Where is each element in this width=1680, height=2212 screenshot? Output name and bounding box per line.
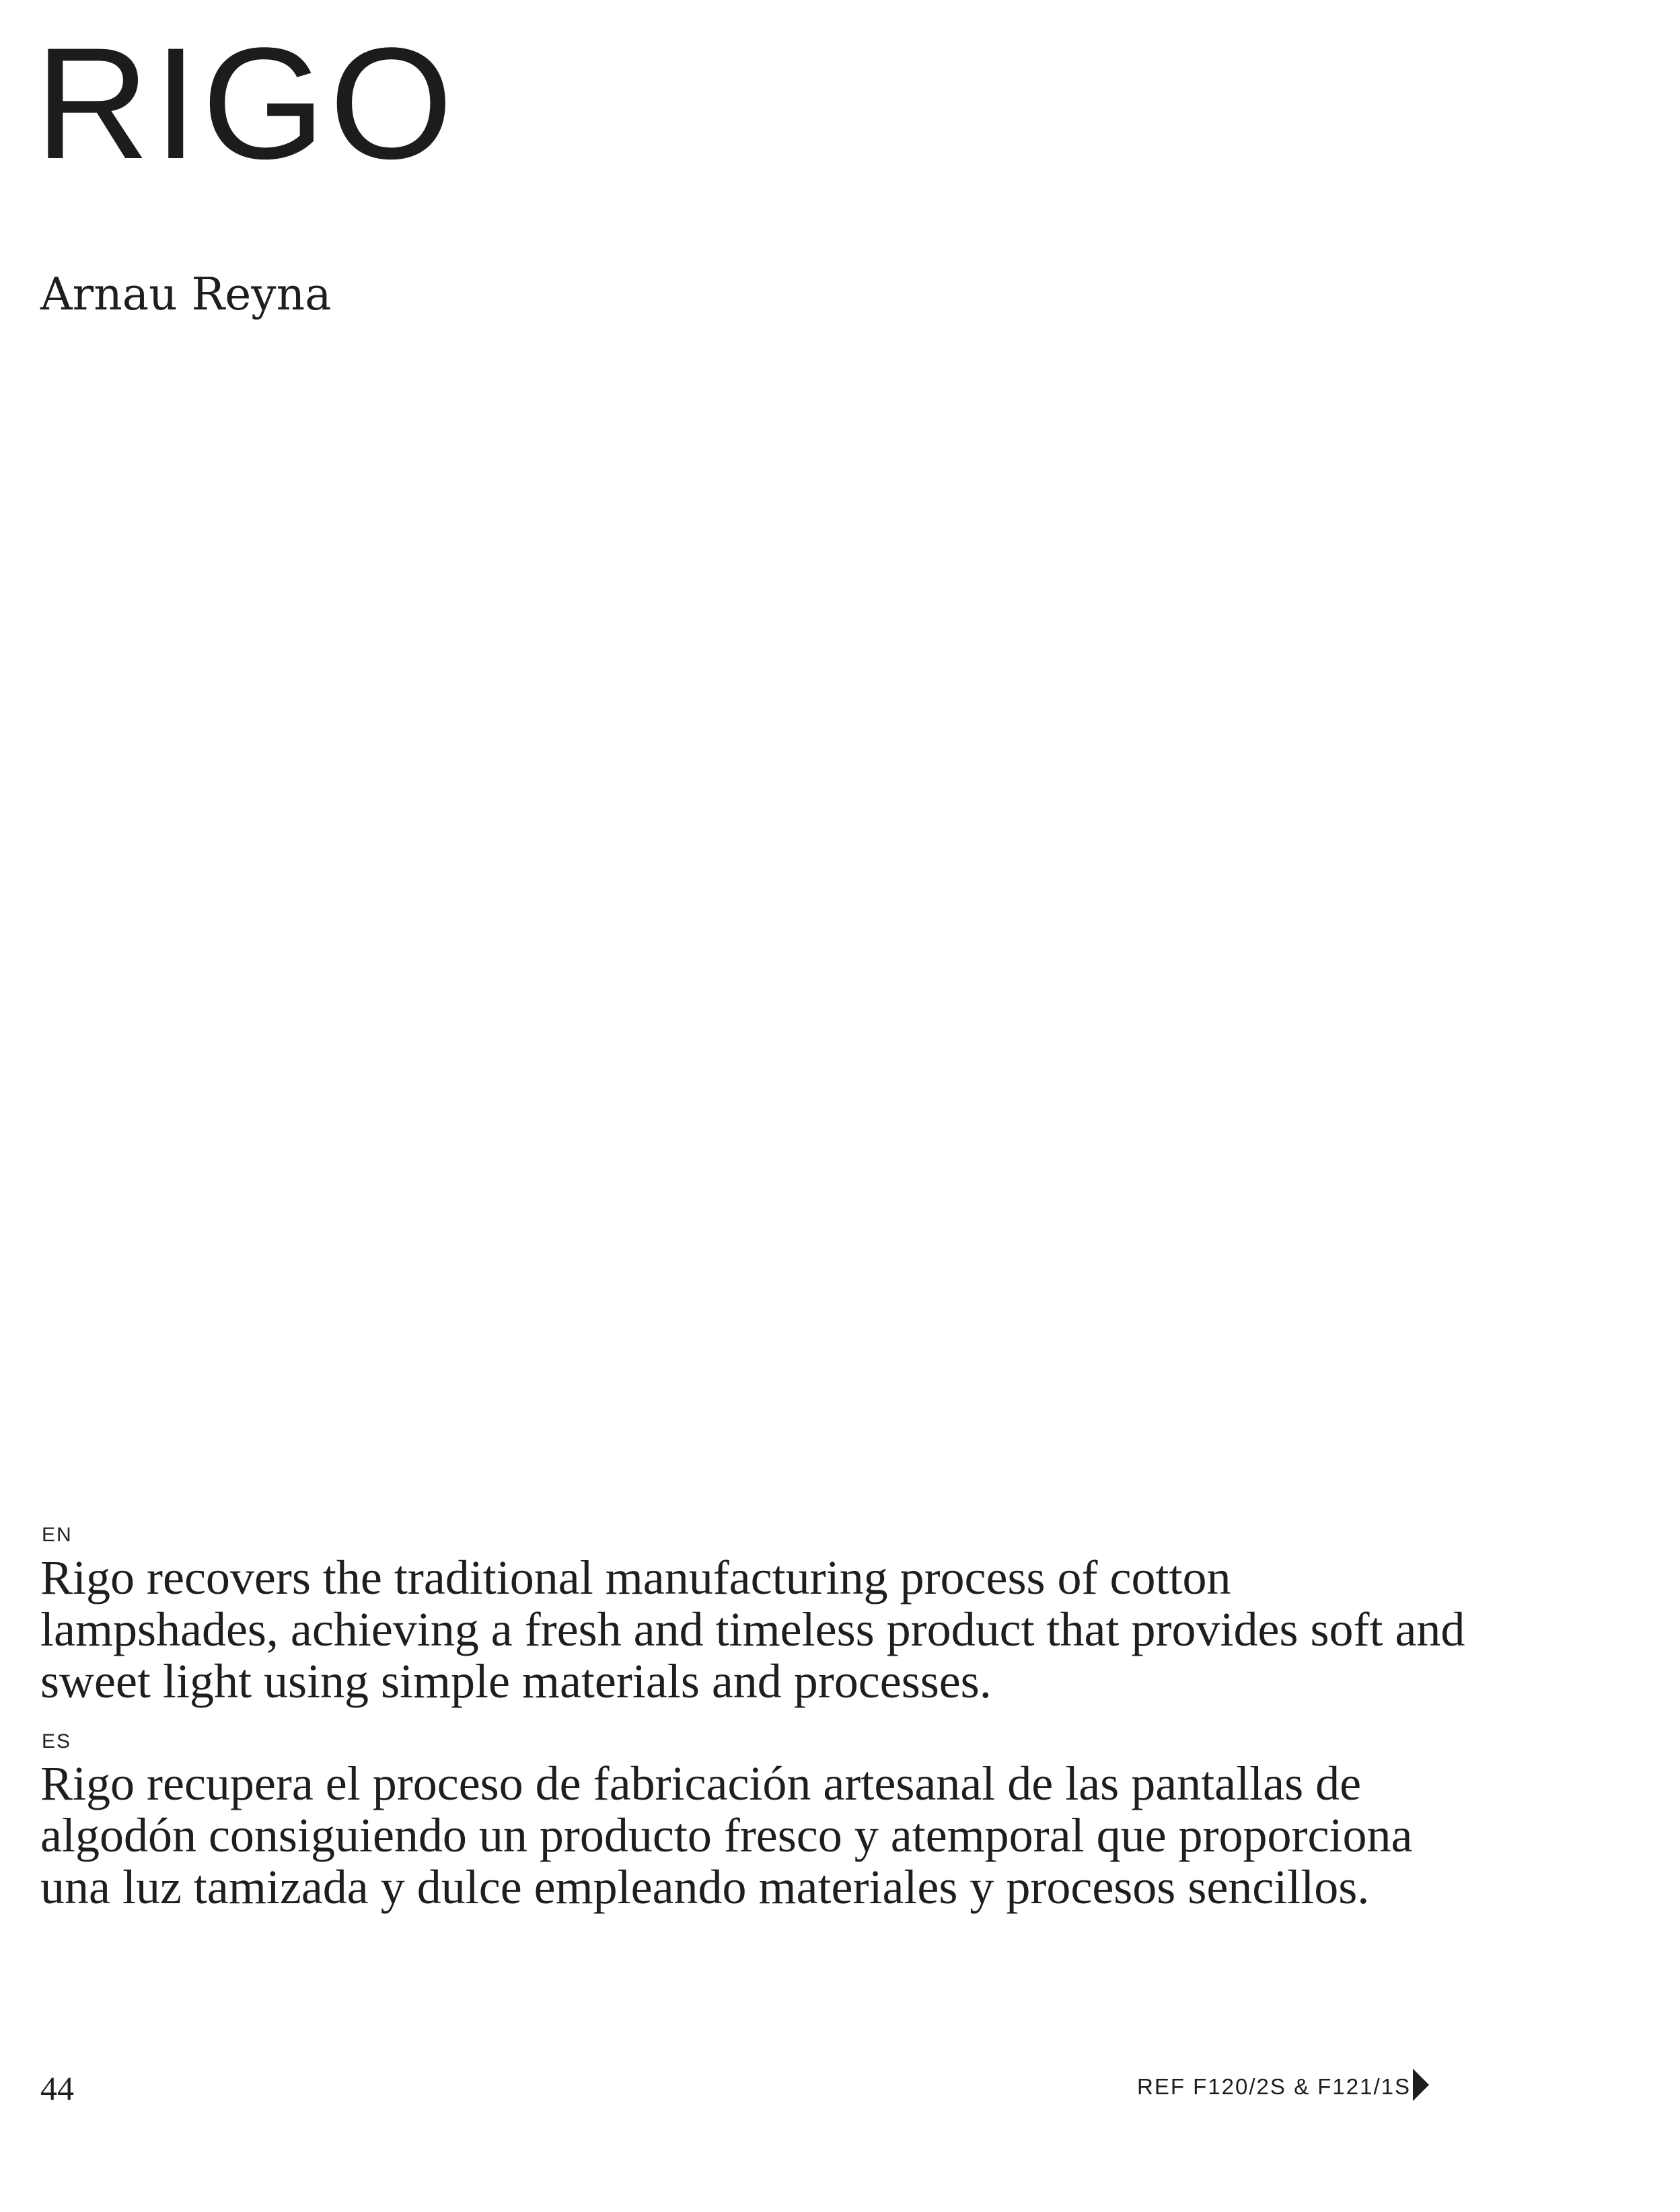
product-title: RIGO bbox=[35, 15, 458, 192]
arrow-shape bbox=[1413, 2069, 1429, 2101]
language-label-en: EN bbox=[42, 1524, 73, 1546]
description-es: Rigo recupera el proceso de fabricación artesanal de las pantallas de algodón consiguiendo un producto fresco y atemporal que proporciona una luz tamizada y dulce empleando materiales y procesos sencillos. bbox=[40, 1757, 1413, 1914]
language-label-es: ES bbox=[42, 1730, 72, 1753]
designer-name: Arnau Reyna bbox=[40, 268, 332, 320]
page-number: 44 bbox=[40, 2069, 74, 2107]
product-reference: REF F120/2S & F121/1S bbox=[1137, 2074, 1412, 2099]
next-page-arrow-icon[interactable] bbox=[1413, 2069, 1429, 2101]
description-en: Rigo recovers the traditional manufacturing process of cotton lampshades, achieving a fresh and timeless product that provides soft and sweet light using simple materials and processes. bbox=[40, 1551, 1465, 1708]
